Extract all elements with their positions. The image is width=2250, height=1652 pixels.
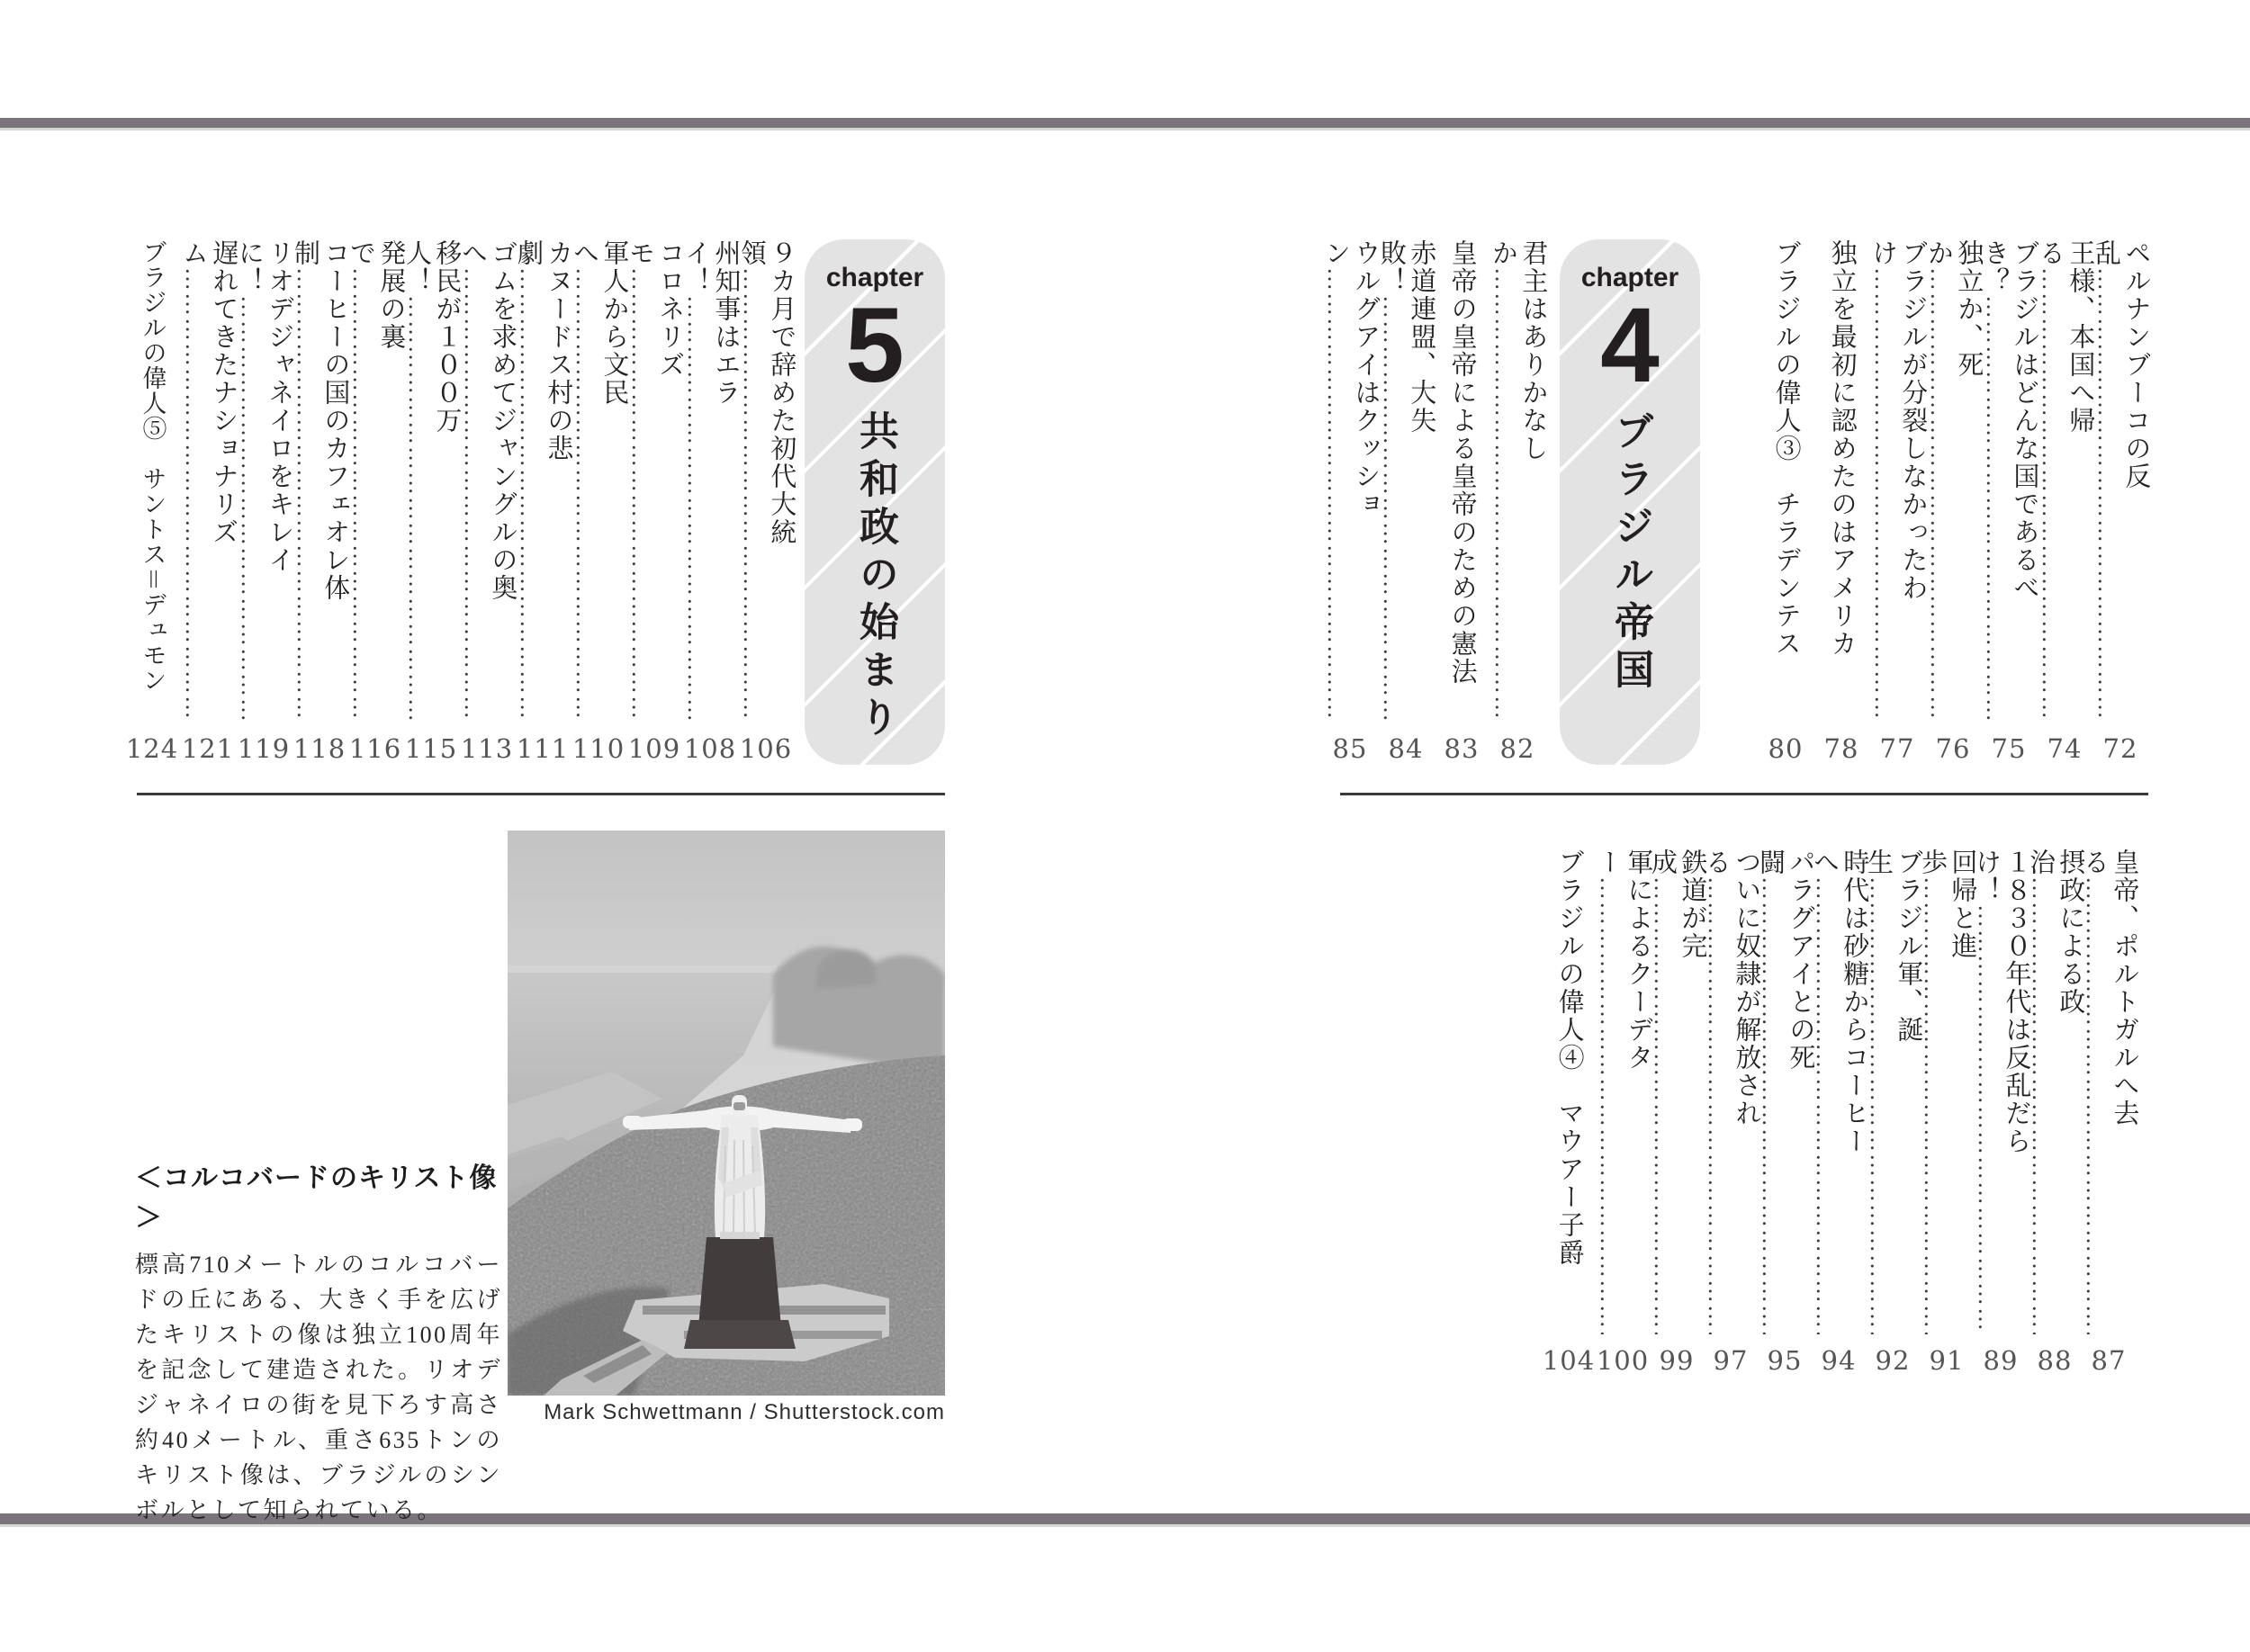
entry-leader: [1379, 295, 1405, 723]
entry-page-number: 104: [1542, 1345, 1596, 1376]
toc-entry: [1756, 848, 1815, 1376]
entry-page-number: 78: [1823, 733, 1859, 764]
entry-leader: [1982, 295, 2008, 723]
toc-entry: [1972, 848, 2031, 1376]
toc-chapter4-top-section: [1319, 239, 2151, 797]
entry-leader: [572, 267, 598, 723]
entry-title: 独立を最初に認めたのはアメリカ: [1827, 239, 1857, 658]
toc-entry: [1542, 848, 1596, 1376]
toc-entry: [124, 239, 180, 764]
entry-leader: [1650, 876, 1676, 1334]
chapter-number: 4: [1600, 286, 1660, 405]
toc-entry: [1594, 848, 1653, 1376]
toc-entry: [570, 239, 629, 764]
corcovado-photo: [508, 830, 945, 1396]
entry-leader: [1758, 876, 1784, 1334]
entry-title: ついに奴隷が解放される: [1702, 848, 1761, 1127]
entry-title: ウルグアイはクッション: [1321, 239, 1381, 518]
entry-title: ペルナンブーコの反乱: [2092, 239, 2151, 490]
top-rule-bar: [0, 118, 2250, 130]
entry-page-number: 75: [1991, 733, 2027, 764]
entry-title: コロネリズモ: [626, 239, 685, 379]
entry-leader: [2082, 876, 2108, 1334]
entry-leader: [2038, 267, 2064, 723]
entry-title: 独立か、死か: [1924, 239, 1984, 379]
entry-leader: [348, 267, 374, 723]
entry-title: ブラジルが分裂しなかったわけ: [1868, 239, 1928, 602]
chapter5-box: [805, 239, 945, 765]
entry-page-number: 100: [1596, 1345, 1650, 1376]
toc-chapter5-section: [115, 239, 945, 797]
entry-title: 移民が１００万人！: [402, 239, 462, 435]
caption-body: 標高710メートルのコルコバードの丘にある、大きく手を広げたキリストの像は独立100周年を記念して建造された。リオデジャネイロの街を見下ろす高さ約40メートル、重さ635トンのキリスト像は、ブラジルのシンボルとして知られている。: [135, 1252, 502, 1523]
entry-leader: [627, 267, 653, 723]
toc-entry: [681, 239, 741, 764]
entry-leader: [1323, 267, 1349, 723]
entry-title: 発展の裏で: [346, 239, 406, 351]
chapter-label: chapter: [825, 263, 924, 292]
toc-entry: [738, 239, 794, 764]
entry-leader: [460, 267, 486, 723]
entry-leader: [1596, 876, 1622, 1334]
toc-entry: [1434, 239, 1490, 764]
entry-leader: [1920, 876, 1946, 1334]
entry-leader: [1974, 904, 2000, 1334]
entry-leader: [1926, 267, 1952, 723]
entry-title: 赤道連盟、大失敗！: [1377, 239, 1436, 435]
entry-page-number: 94: [1821, 1345, 1857, 1376]
entry-title: 皇帝の皇帝による皇帝のための憲法: [1447, 239, 1477, 686]
entry-page-number: 85: [1332, 733, 1368, 764]
toc-entry: [1864, 848, 1923, 1376]
toc-entry: [1810, 848, 1869, 1376]
toc-entry: [1378, 239, 1434, 764]
entry-page-number: 115: [404, 733, 458, 764]
entry-page-number: 113: [460, 733, 514, 764]
entry-title: 軍によるクーデター: [1594, 848, 1653, 1072]
entry-leader: [2028, 876, 2054, 1334]
toc-entry: [346, 239, 406, 764]
entry-title: リオデジャネイロをキレイに！: [235, 239, 294, 574]
toc-entry: [1758, 239, 1814, 764]
entry-title: 摂政による政治: [2026, 848, 2085, 1016]
entry-page-number: 124: [125, 733, 179, 764]
photo-caption: [135, 1155, 502, 1528]
entry-leader: [1812, 876, 1838, 1334]
toc-entry: [1981, 239, 2037, 764]
entry-title: 王様、本国へ帰る: [2036, 239, 2095, 435]
entry-page-number: 106: [739, 733, 793, 764]
entry-page-number: 108: [683, 733, 737, 764]
entry-page-number: 92: [1875, 1345, 1911, 1376]
entry-title: 君主はありかなしか: [1489, 239, 1548, 462]
entry-leader: [292, 267, 319, 723]
chapter-number: 5: [845, 286, 904, 405]
entry-page-number: 74: [2047, 733, 2083, 764]
entry-leader: [516, 267, 542, 723]
entry-page-number: 72: [2102, 733, 2138, 764]
toc-entry: [2026, 848, 2085, 1376]
entry-leader: [181, 267, 207, 723]
entry-page-number: 95: [1767, 1345, 1803, 1376]
entry-page-number: 77: [1879, 733, 1915, 764]
chapter-title: 共和政の始まり: [853, 410, 897, 745]
entry-leader: [1490, 267, 1516, 723]
entry-page-number: 82: [1499, 733, 1535, 764]
entry-page-number: 84: [1388, 733, 1424, 764]
entry-title: パラグアイとの死闘: [1756, 848, 1815, 1072]
entry-title: 回帰と進歩: [1918, 848, 1977, 960]
toc-entry: [1702, 848, 1761, 1376]
entry-page-number: 116: [348, 733, 402, 764]
entry-page-number: 83: [1444, 733, 1480, 764]
entry-title: ブラジル軍、誕生: [1864, 848, 1923, 1044]
entry-page-number: 121: [181, 733, 235, 764]
entry-page-number: 76: [1935, 733, 1971, 764]
toc-entry: [1489, 239, 1548, 764]
toc-entry: [1648, 848, 1707, 1376]
toc-entry: [458, 239, 518, 764]
toc-entry: [626, 239, 685, 764]
entry-page-number: 91: [1929, 1345, 1965, 1376]
entry-page-number: 119: [237, 733, 291, 764]
entry-leader: [237, 295, 263, 723]
entry-page-number: 80: [1768, 733, 1804, 764]
entry-title: 時代は砂糖からコーヒーへ: [1810, 848, 1869, 1155]
toc-entry: [1321, 239, 1381, 764]
entry-page-number: 109: [627, 733, 681, 764]
toc-entry: [2036, 239, 2095, 764]
entry-title: コーヒーの国のカフェオレ体制: [291, 239, 350, 602]
toc-entry: [291, 239, 350, 764]
entry-title: ブラジルはどんな国であるべき？: [1980, 239, 2039, 602]
toc-entry: [1924, 239, 1984, 764]
entry-title: ブラジルの偉人③ チラデンテス: [1771, 239, 1801, 658]
entry-title: ９カ月で辞めた初代大統領: [737, 239, 796, 546]
entry-page-number: 118: [292, 733, 346, 764]
toc-entry: [2092, 239, 2151, 764]
corcovado-photo-illustration: [508, 830, 945, 1396]
entry-leader: [404, 295, 430, 723]
entry-leader: [683, 295, 709, 723]
entry-leader: [1870, 267, 1896, 723]
entry-title: ブラジルの偉人④ マウアー子爵: [1554, 848, 1584, 1267]
toc-entry: [180, 239, 236, 764]
chapter4-box: [1560, 239, 1700, 765]
entry-leader: [2093, 267, 2120, 723]
entry-page-number: 87: [2091, 1345, 2127, 1376]
photo-credit: Mark Schwettmann / Shutterstock.com: [544, 1400, 945, 1424]
entry-page-number: 88: [2037, 1345, 2073, 1376]
entry-page-number: 89: [1983, 1345, 2019, 1376]
entry-page-number: 99: [1659, 1345, 1695, 1376]
toc-entry: [515, 239, 571, 764]
toc-entry: [1814, 239, 1869, 764]
entry-title: 鉄道が完成: [1648, 848, 1707, 960]
entry-title: １８３０年代は反乱だらけ！: [1972, 848, 2031, 1155]
toc-entry: [2080, 848, 2139, 1376]
toc-entry: [236, 239, 292, 764]
entry-title: 皇帝、ポルトガルへ去る: [2080, 848, 2139, 1127]
entry-title: 軍人から文民へ: [570, 239, 629, 407]
toc-entry: [1918, 848, 1977, 1376]
entry-title: カヌードス村の悲劇: [514, 239, 573, 462]
entry-leader: [739, 267, 765, 723]
entry-title: ブラジルの偉人⑤ サントス＝デュモン: [139, 239, 166, 693]
entry-page-number: 97: [1713, 1345, 1749, 1376]
entry-leader: [1866, 876, 1892, 1334]
entry-title: 遅れてきたナショナリズム: [179, 239, 238, 546]
entry-page-number: 110: [572, 733, 626, 764]
chapter-label: chapter: [1580, 263, 1679, 292]
toc-chapter4-bottom-section: [1539, 848, 2139, 1406]
chapter-title: ブラジル帝国: [1608, 410, 1652, 697]
entry-title: ゴムを求めてジャングルの奥へ: [458, 239, 518, 602]
entry-title: 州知事はエライ！: [681, 239, 741, 407]
entry-page-number: 111: [516, 733, 570, 764]
toc-entry: [402, 239, 462, 764]
entry-leader: [1704, 876, 1730, 1334]
caption-title: ＜コルコバードのキリスト像＞: [135, 1163, 498, 1233]
toc-entry: [1868, 239, 1928, 764]
